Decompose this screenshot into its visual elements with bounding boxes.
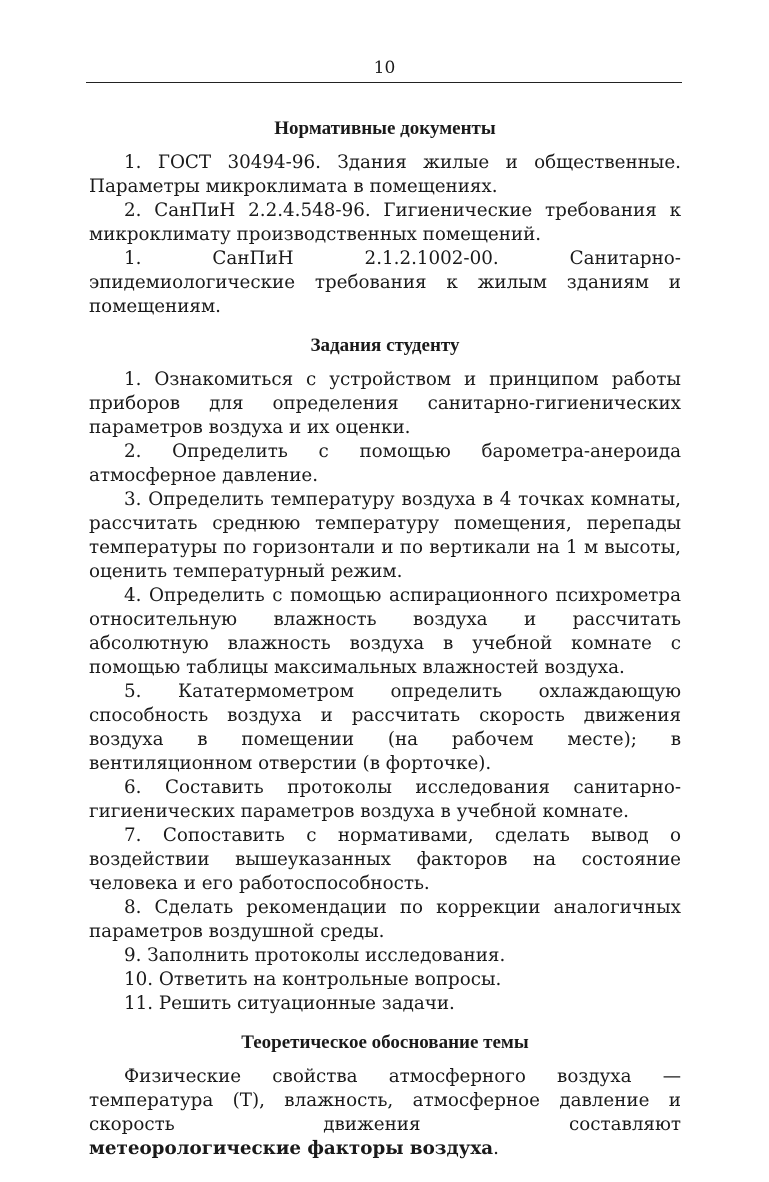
section-student-tasks — [89, 333, 681, 1016]
page-number: 10 — [373, 58, 396, 78]
theory-paragraph — [89, 1065, 681, 1161]
list-item: 10. Ответить на контрольные вопросы. — [124, 969, 502, 990]
section-normative-documents — [89, 116, 681, 319]
list-item: 11. Решить ситуационные задачи. — [124, 993, 455, 1014]
header-rule — [86, 82, 682, 83]
list-item: 2. Определить с помощью барометра-анероида атмосферное давление. — [89, 441, 681, 486]
list-item: 6. Составить протоколы исследования санитарно-гигиенических параметров воздуха в учебной комнате. — [89, 777, 681, 822]
list-item: 4. Определить с помощью аспирационного психрометра относительную влажность воздуха и рассчитать абсолютную влажность воздуха в учебной комнате с помощью таблицы максимальных влажностей воздуха. — [89, 585, 681, 678]
page-content — [89, 116, 681, 1175]
section-heading: Задания студенту — [310, 335, 460, 356]
theory-bold-term: метеорологические факторы воздуха — [89, 1138, 494, 1159]
list-item: 7. Сопоставить с нормативами, сделать вывод о воздействии вышеуказанных факторов на состояние человека и его работоспособность. — [89, 825, 681, 894]
list-item: 8. Сделать рекомендации по коррекции аналогичных параметров воздушной среды. — [89, 897, 681, 942]
section-heading: Теоретическое обоснование темы — [241, 1032, 529, 1053]
list-item: 1. ГОСТ 30494-96. Здания жилые и общественные. Параметры микроклимата в помещениях. — [89, 152, 681, 197]
list-item: 3. Определить температуру воздуха в 4 точках комнаты, рассчитать среднюю температуру помещения, перепады температуры по горизонтали и по вертикали на 1 м высоты, оценить температурный режим. — [89, 489, 681, 582]
section-heading: Нормативные документы — [274, 118, 496, 139]
list-item: 2. СанПиН 2.2.4.548-96. Гигиенические требования к микроклимату производственных помещений. — [89, 200, 681, 245]
list-item: 1. Ознакомиться с устройством и принципом работы приборов для определения санитарно-гигиенических параметров воздуха и их оценки. — [89, 369, 681, 438]
theory-end: . — [493, 1138, 499, 1159]
theory-text: Физические свойства атмосферного воздуха — температура (Т), влажность, атмосферное давление и скорость движения составляют — [89, 1066, 681, 1135]
section-theory — [89, 1030, 681, 1161]
list-item: 1. СанПиН 2.1.2.1002-00. Санитарно-эпидемиологические требования к жилым зданиям и помещениям. — [89, 248, 681, 317]
list-item: 5. Кататермометром определить охлаждающую способность воздуха и рассчитать скорость движения воздуха в помещении (на рабочем месте); в вентиляционном отверстии (в форточке). — [89, 681, 681, 774]
list-item: 9. Заполнить протоколы исследования. — [124, 945, 506, 966]
